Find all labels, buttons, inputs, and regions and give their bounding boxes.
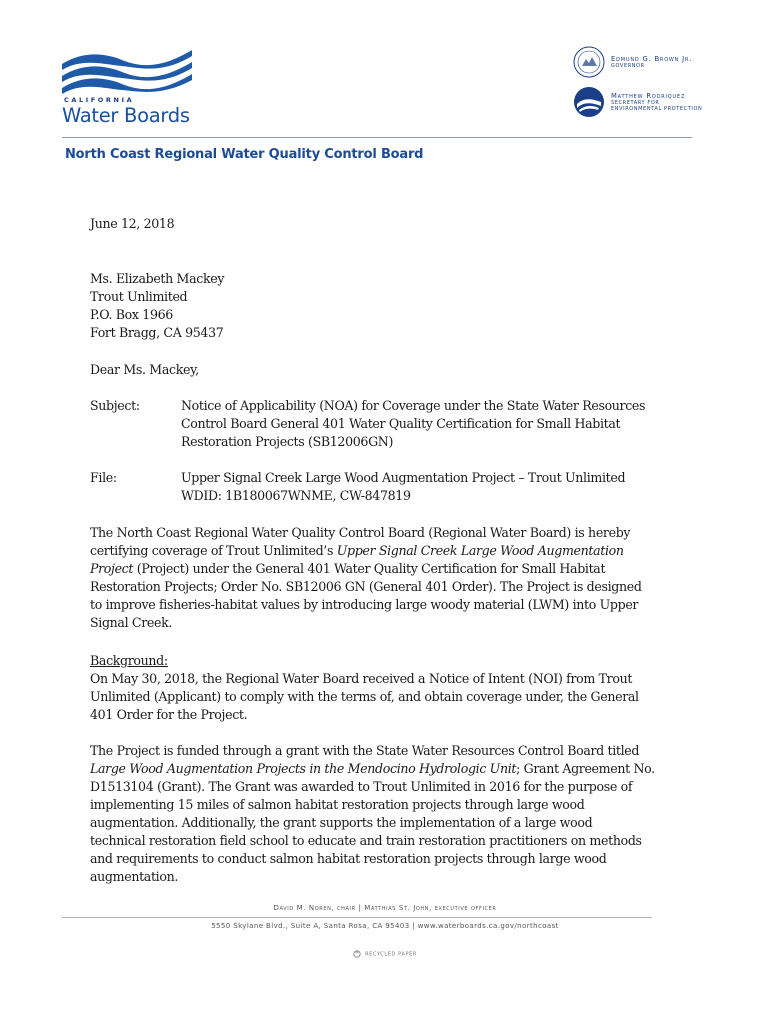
subject-label: Subject: [90,398,140,413]
governor-title: GOVERNOR [611,63,645,69]
salutation: Dear Ms. Mackey, [90,362,199,377]
calepa-seal-icon [573,86,605,118]
recipient-line: P.O. Box 1966 [90,307,173,322]
footer-address: 5550 Skylane Blvd., Suite A, Santa Rosa, CA 95403 | www.waterboards.ca.gov/northcoast [211,922,559,930]
secretary-title-line1: SECRETARY FOR [611,100,660,106]
grant-line: and requirements to conduct salmon habitat restoration projects through large wood [90,851,607,866]
project-title-italic: Upper Signal Creek Large Wood Augmentation [336,543,624,558]
water-boards-logo [62,44,192,128]
background-line: Unlimited (Applicant) to comply with the terms of, and obtain coverage under, the General [90,689,639,704]
recycle-icon [353,950,361,958]
intro-line: The North Coast Regional Water Quality Control Board (Regional Water Board) is hereby [90,525,631,540]
grant-line: implementing 15 miles of salmon habitat restoration projects through large wood [90,797,585,812]
grant-line: augmentation. Additionally, the grant supports the implementation of a large wood [90,815,593,830]
subject-line: Notice of Applicability (NOA) for Coverage under the State Water Resources [181,398,646,413]
grant-line: augmentation. [90,869,178,884]
intro-line: Signal Creek. [90,615,173,630]
background-line: 401 Order for the Project. [90,707,248,722]
grant-line: Large Wood Augmentation Projects in the Mendocino Hydrologic Unit; Grant Agreement No. [90,761,655,776]
board-name-heading: North Coast Regional Water Quality Control Board [65,147,424,162]
recipient-line: Ms. Elizabeth Mackey [90,271,225,286]
background-heading: Background: [90,653,168,668]
recycled-paper-note [0,950,770,958]
background-line: On May 30, 2018, the Regional Water Board received a Notice of Intent (NOI) from Trout [90,671,633,686]
governor-block [611,55,692,69]
logo-name-text: Water Boards [62,104,190,127]
file-line: WDID: 1B180067WNME, CW-847819 [181,488,411,503]
water-waves-icon [62,44,192,94]
grant-line: The Project is funded through a grant with the State Water Resources Control Board titled [90,743,640,758]
logo-state-text: CALIFORNIA [64,96,135,104]
subject-line: Restoration Projects (SB12006GN) [181,434,394,449]
recipient-line: Trout Unlimited [90,289,188,304]
footer-divider [62,917,652,918]
footer-officers: David M. Noren, chair | Matthias St. John, executive officer [273,904,497,912]
grant-line: technical restoration field school to educate and train restoration practitioners on methods [90,833,642,848]
secretary-block [611,92,702,112]
california-seal-icon [573,46,605,78]
secretary-name: Matthew Rodriquez [611,92,686,100]
intro-line: Project (Project) under the General 401 Water Quality Certification for Small Habitat [90,561,606,576]
recipient-line: Fort Bragg, CA 95437 [90,325,224,340]
header-divider [62,137,692,138]
letter-date: June 12, 2018 [90,216,175,231]
subject-line: Control Board General 401 Water Quality Certification for Small Habitat [181,416,621,431]
project-title-italic: Project [90,561,134,576]
grant-line: D1513104 (Grant). The Grant was awarded to Trout Unlimited in 2016 for the purpose of [90,779,633,794]
intro-line: Restoration Projects; Order No. SB12006 GN (General 401 Order). The Project is designed [90,579,642,594]
recycled-text: RECYCLED PAPER [365,951,417,958]
file-line: Upper Signal Creek Large Wood Augmentation Project – Trout Unlimited [181,470,626,485]
secretary-title-line2: ENVIRONMENTAL PROTECTION [611,106,703,112]
grant-title-italic: Large Wood Augmentation Projects in the Mendocino Hydrologic Unit [90,761,517,776]
intro-line: to improve fisheries-habitat values by introducing large woody material (LWM) into Upper [90,597,639,612]
governor-name: Edmund G. Brown Jr. [611,55,693,63]
file-label: File: [90,470,117,485]
intro-line: certifying coverage of Trout Unlimited’s Upper Signal Creek Large Wood Augmentation [90,543,624,558]
